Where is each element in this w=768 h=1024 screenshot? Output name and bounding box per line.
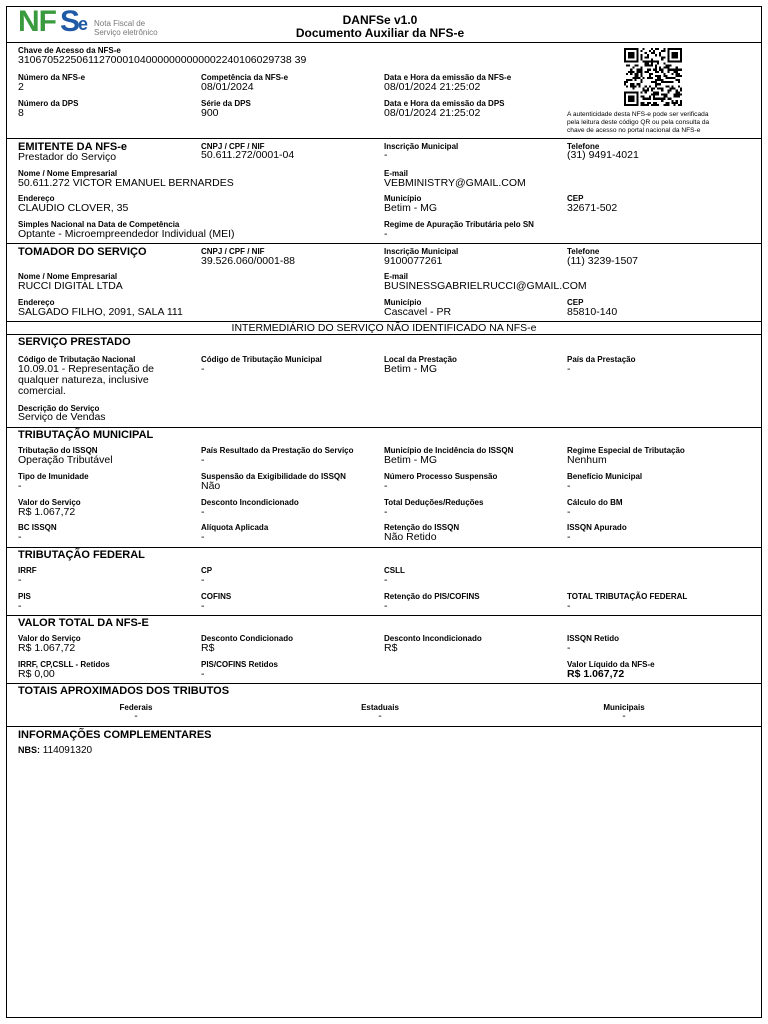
cod-nac-label: Código de Tributação Nacional — [18, 355, 136, 364]
cod-mun-label: Código de Tributação Municipal — [201, 355, 322, 364]
desc-servico-value: Serviço de Vendas — [18, 411, 106, 423]
totais-mun-value: - — [622, 710, 626, 722]
suspensao-label: Suspensão da Exigibilidade do ISSQN — [201, 472, 346, 481]
chave-value: 31067052250611270001040000000000002240106029738 39 — [18, 54, 307, 66]
total-fed-value: - — [567, 600, 571, 612]
emitente-email-value: VEBMINISTRY@GMAIL.COM — [384, 177, 526, 189]
csll-value: - — [384, 574, 388, 586]
aliquota-label: Alíquota Aplicada — [201, 523, 269, 532]
desc-incond-label: Desconto Incondicionado — [201, 498, 299, 507]
qr-code-image — [624, 48, 684, 106]
emitente-im-label: Inscrição Municipal — [384, 142, 459, 151]
vt-irrf-value: R$ 0,00 — [18, 668, 55, 680]
cp-value: - — [201, 574, 205, 586]
totais-fed-value: - — [134, 710, 138, 722]
doc-title: DANFSe v1.0 — [342, 13, 418, 27]
bc-issqn-value: - — [18, 531, 22, 543]
divider — [6, 243, 762, 244]
emitente-cnpj-value: 50.611.272/0001-04 — [201, 149, 295, 161]
pais-value: - — [567, 363, 571, 375]
emitente-mun-value: Betim - MG — [384, 202, 438, 214]
numero-dps-label: Número da DPS — [18, 99, 79, 108]
divider — [6, 547, 762, 548]
reg-esp-value: Nenhum — [567, 454, 607, 466]
qr-note-line-1: A autenticidade desta NFS-e pode ser verificada — [567, 111, 709, 118]
vt-desc-cond-value: R$ — [201, 642, 215, 654]
nbs-line — [18, 745, 92, 756]
logo-text-nf: NF — [18, 5, 56, 38]
tomador-cep-value: 85810-140 — [567, 306, 618, 318]
tomador-tel-value: (11) 3239-1507 — [567, 255, 639, 267]
competencia-value: 08/01/2024 — [201, 81, 254, 93]
tomador-email-label: E-mail — [384, 272, 409, 281]
valor-servico-value: R$ 1.067,72 — [18, 506, 76, 518]
divider — [6, 42, 762, 43]
chave-label: Chave de Acesso da NFS-e — [18, 46, 121, 55]
emitente-end-value: CLAUDIO CLOVER, 35 — [18, 202, 129, 214]
totais-section-title: TOTAIS APROXIMADOS DOS TRIBUTOS — [18, 685, 230, 697]
divider — [6, 138, 762, 139]
simples-label: Simples Nacional na Data de Competência — [18, 220, 180, 229]
calc-bm-value: - — [567, 506, 571, 518]
desc-incond-value: - — [201, 506, 205, 518]
ret-pis-label: Retenção do PIS/COFINS — [384, 592, 480, 601]
qr-note-line-2: pela leitura deste código QR ou pela consulta da — [567, 119, 710, 126]
cofins-label: COFINS — [201, 592, 232, 601]
vt-liquido-value: R$ 1.067,72 — [567, 668, 625, 680]
trib-issqn-label: Tributação do ISSQN — [18, 446, 98, 455]
vt-valor-value: R$ 1.067,72 — [18, 642, 76, 654]
emitente-tel-value: (31) 9491-4021 — [567, 149, 639, 161]
trib-fed-section-title: TRIBUTAÇÃO FEDERAL — [18, 549, 145, 561]
numero-nfse-label: Número da NFS-e — [18, 73, 86, 82]
total-fed-label: TOTAL TRIBUTAÇÃO FEDERAL — [567, 592, 688, 601]
calc-bm-label: Cálculo do BM — [567, 498, 623, 507]
doc-subtitle: Documento Auxiliar da NFS-e — [295, 26, 465, 40]
issqn-apurado-value: - — [567, 531, 571, 543]
qr-note — [567, 111, 709, 135]
info-section-title: INFORMAÇÕES COMPLEMENTARES — [18, 729, 212, 741]
emitente-cep-label: CEP — [567, 194, 584, 203]
emitente-section-title: EMITENTE DA NFS-e — [18, 141, 127, 153]
regime-sn-label: Regime de Apuração Tributária pelo SN — [384, 220, 534, 229]
vt-desc-incond-value: R$ — [384, 642, 398, 654]
aliquota-value: - — [201, 531, 205, 543]
total-ded-value: - — [384, 506, 388, 518]
vt-pis-label: PIS/COFINS Retidos — [201, 660, 278, 669]
num-proc-value: - — [384, 480, 388, 492]
pais-label: País da Prestação — [567, 355, 636, 364]
cod-nac-value: 10.09.01 - Representação de qualquer natureza, inclusive comercial. — [18, 363, 155, 397]
vt-valor-label: Valor do Serviço — [18, 634, 81, 643]
divider — [6, 615, 762, 616]
tomador-mun-value: Cascavel - PR — [384, 306, 452, 318]
logo-subtitle-2: Serviço eletrônico — [94, 28, 158, 37]
vt-issqn-ret-value: - — [567, 642, 571, 654]
imunidade-value: - — [18, 480, 22, 492]
mun-inc-label: Município de Incidência do ISSQN — [384, 446, 514, 455]
emitente-tel-label: Telefone — [567, 142, 600, 151]
cp-label: CP — [201, 566, 213, 575]
trib-issqn-value: Operação Tributável — [18, 454, 113, 466]
local-value: Betim - MG — [384, 363, 438, 375]
beneficio-label: Benefício Municipal — [567, 472, 643, 481]
csll-label: CSLL — [384, 566, 405, 575]
emissao-nfse-label: Data e Hora da emissão da NFS-e — [384, 73, 512, 82]
vt-liquido-label: Valor Líquido da NFS-e — [567, 660, 655, 669]
imunidade-label: Tipo de Imunidade — [18, 472, 89, 481]
serie-dps-value: 900 — [201, 107, 219, 119]
tomador-cnpj-label: CNPJ / CPF / NIF — [201, 247, 265, 256]
nbs-label: NBS: — [18, 745, 40, 755]
totais-fed-label: Federais — [119, 703, 153, 712]
divider — [6, 683, 762, 684]
numero-nfse-value: 2 — [18, 81, 24, 93]
totais-mun-label: Municipais — [603, 703, 645, 712]
tomador-tel-label: Telefone — [567, 247, 600, 256]
tomador-nome-label: Nome / Nome Empresarial — [18, 272, 118, 281]
ret-pis-value: - — [384, 600, 388, 612]
pais-res-value: - — [201, 454, 205, 466]
cod-mun-value: - — [201, 363, 205, 375]
emitente-role: Prestador do Serviço — [18, 151, 117, 163]
tomador-mun-label: Município — [384, 298, 422, 307]
beneficio-value: - — [567, 480, 571, 492]
emissao-dps-label: Data e Hora da emissão da DPS — [384, 99, 505, 108]
emitente-cep-value: 32671-502 — [567, 202, 618, 214]
logo-subtitle-1: Nota Fiscal de — [94, 19, 146, 28]
nfse-logo — [18, 5, 168, 42]
suspensao-value: Não — [201, 480, 221, 492]
trib-mun-section-title: TRIBUTAÇÃO MUNICIPAL — [18, 429, 154, 441]
tomador-email-value: BUSINESSGABRIELRUCCI@GMAIL.COM — [384, 280, 587, 292]
tomador-cnpj-value: 39.526.060/0001-88 — [201, 255, 296, 267]
reg-esp-label: Regime Especial de Tributação — [567, 446, 685, 455]
retencao-issqn-label: Retenção do ISSQN — [384, 523, 460, 532]
competencia-label: Competência da NFS-e — [201, 73, 289, 82]
emitente-email-label: E-mail — [384, 169, 409, 178]
tomador-im-value: 9100077261 — [384, 255, 443, 267]
totais-est-value: - — [378, 710, 382, 722]
qr-note-line-3: chave de acesso no portal nacional da NFS-e — [567, 127, 701, 134]
serie-dps-label: Série da DPS — [201, 99, 251, 108]
tomador-cep-label: CEP — [567, 298, 584, 307]
retencao-issqn-value: Não Retido — [384, 531, 437, 543]
vt-issqn-ret-label: ISSQN Retido — [567, 634, 620, 643]
tomador-nome-value: RUCCI DIGITAL LTDA — [18, 280, 123, 292]
issqn-apurado-label: ISSQN Apurado — [567, 523, 627, 532]
emitente-mun-label: Município — [384, 194, 422, 203]
tomador-im-label: Inscrição Municipal — [384, 247, 459, 256]
logo-text-e: e — [78, 14, 89, 34]
local-label: Local da Prestação — [384, 355, 457, 364]
vt-pis-value: - — [201, 668, 205, 680]
mun-inc-value: Betim - MG — [384, 454, 438, 466]
vt-desc-cond-label: Desconto Condicionado — [201, 634, 293, 643]
emitente-end-label: Endereço — [18, 194, 55, 203]
logo-text-s: S — [60, 5, 81, 38]
irrf-value: - — [18, 574, 22, 586]
cofins-value: - — [201, 600, 205, 612]
tomador-section-title: TOMADOR DO SERVIÇO — [18, 246, 147, 258]
num-proc-label: Número Processo Suspensão — [384, 472, 498, 481]
vt-desc-incond-label: Desconto Incondicionado — [384, 634, 482, 643]
valor-servico-label: Valor do Serviço — [18, 498, 81, 507]
intermediario-note: INTERMEDIÁRIO DO SERVIÇO NÃO IDENTIFICADO NA NFS-e — [231, 322, 537, 334]
tomador-end-label: Endereço — [18, 298, 55, 307]
tomador-end-value: SALGADO FILHO, 2091, SALA 111 — [18, 306, 183, 318]
numero-dps-value: 8 — [18, 107, 24, 119]
regime-sn-value: - — [384, 228, 388, 240]
total-ded-label: Total Deduções/Reduções — [384, 498, 484, 507]
desc-servico-label: Descrição do Serviço — [18, 404, 100, 413]
bc-issqn-label: BC ISSQN — [18, 523, 57, 532]
emitente-cnpj-label: CNPJ / CPF / NIF — [201, 142, 265, 151]
divider — [6, 427, 762, 428]
emissao-dps-value: 08/01/2024 21:25:02 — [384, 107, 481, 119]
valor-total-section-title: VALOR TOTAL DA NFS-E — [18, 617, 149, 629]
divider — [6, 726, 762, 727]
emitente-nome-value: 50.611.272 VICTOR EMANUEL BERNARDES — [18, 177, 234, 189]
nbs-value: 114091320 — [42, 745, 93, 756]
pis-value: - — [18, 600, 22, 612]
emissao-nfse-value: 08/01/2024 21:25:02 — [384, 81, 481, 93]
totais-est-label: Estaduais — [361, 703, 399, 712]
pis-label: PIS — [18, 592, 31, 601]
vt-irrf-label: IRRF, CP,CSLL - Retidos — [18, 660, 110, 669]
emitente-nome-label: Nome / Nome Empresarial — [18, 169, 118, 178]
divider — [6, 334, 762, 335]
servico-section-title: SERVIÇO PRESTADO — [18, 336, 131, 348]
emitente-im-value: - — [384, 149, 388, 161]
irrf-label: IRRF — [18, 566, 37, 575]
pais-res-label: País Resultado da Prestação do Serviço — [201, 446, 354, 455]
simples-value: Optante - Microempreendedor Individual (MEI) — [18, 228, 235, 240]
